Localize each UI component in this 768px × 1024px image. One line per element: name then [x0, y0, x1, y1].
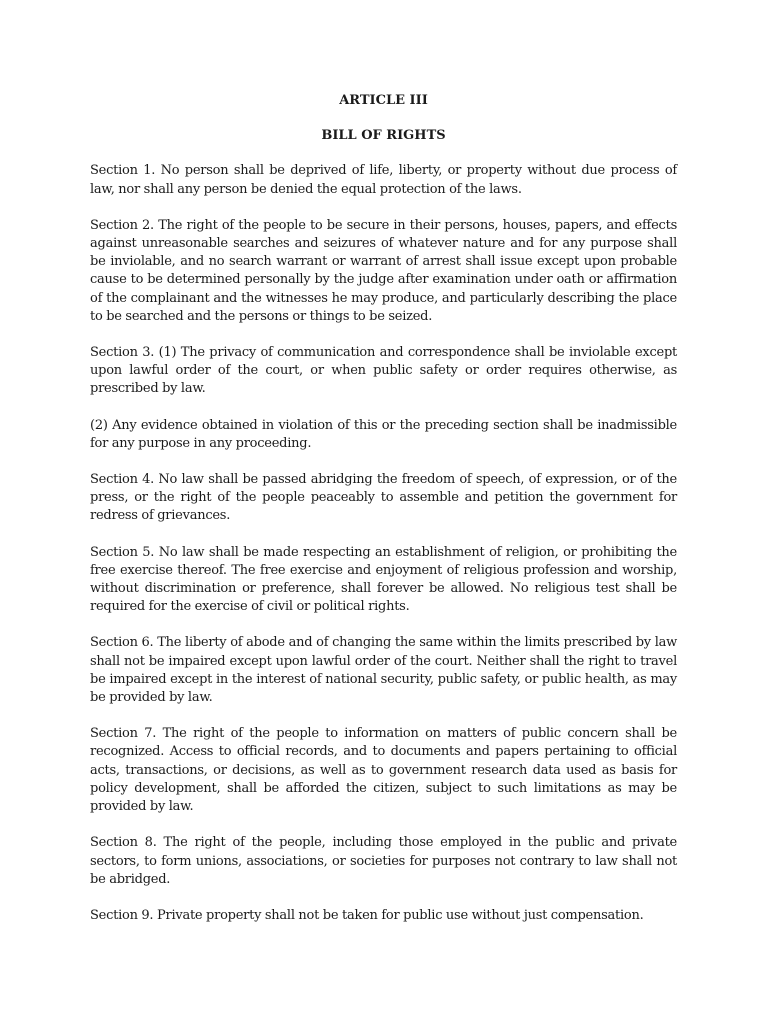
section-8-paragraph: Section 8. The right of the people, including those employed in the public and private sectors, to form unions, associations, or societies for purposes not contrary to law shall not be abridged. — [90, 835, 677, 887]
article-heading: ARTICLE III — [339, 93, 428, 108]
bill-of-rights-heading: BILL OF RIGHTS — [321, 128, 446, 144]
section-1-paragraph: Section 1. No person shall be deprived of life, liberty, or property without due process of law, nor shall any person be denied the equal protection of the laws. — [90, 163, 677, 197]
section-3-2-paragraph: (2) Any evidence obtained in violation of this or the preceding section shall be inadmissible for any purpose in any proceeding. — [90, 417, 677, 451]
section-9-paragraph: Section 9. Private property shall not be taken for public use without just compensation. — [90, 907, 644, 923]
document-page — [90, 92, 677, 943]
section-6-paragraph: Section 6. The liberty of abode and of changing the same within the limits prescribed by law shall not be impaired except upon lawful order of the court. Neither shall the right to travel be impaired except in the interest of national security, public safety, or public health, as may be provided by law. — [90, 635, 677, 706]
section-2-paragraph: Section 2. The right of the people to be secure in their persons, houses, papers, and effects against unreasonable searches and seizures of whatever nature and for any purpose shall be inviolable, and no search warrant or warrant of arrest shall issue except upon probable cause to be determined personally by the judge after examination under oath or affirmation of the complainant and the witnesses he may produce, and particularly describing the place to be searched and the persons or things to be seized. — [90, 217, 677, 324]
section-7-paragraph: Section 7. The right of the people to information on matters of public concern shall be recognized. Access to official records, and to documents and papers pertaining to official acts, transactions, or decisions, as well as to government research data used as basis for policy development, shall be afforded the citizen, subject to such limitations as may be provided by law. — [90, 726, 677, 815]
section-3-1-paragraph: Section 3. (1) The privacy of communication and correspondence shall be inviolable except upon lawful order of the court, or when public safety or order requires otherwise, as prescribed by law. — [90, 345, 677, 397]
section-5-paragraph: Section 5. No law shall be made respecting an establishment of religion, or prohibiting the free exercise thereof. The free exercise and enjoyment of religious profession and worship, without discrimination or preference, shall forever be allowed. No religious test shall be required for the exercise of civil or political rights. — [90, 544, 677, 615]
section-4-paragraph: Section 4. No law shall be passed abridging the freedom of speech, of expression, or of the press, or the right of the people peaceably to assemble and petition the government for redress of grievances. — [90, 472, 677, 524]
